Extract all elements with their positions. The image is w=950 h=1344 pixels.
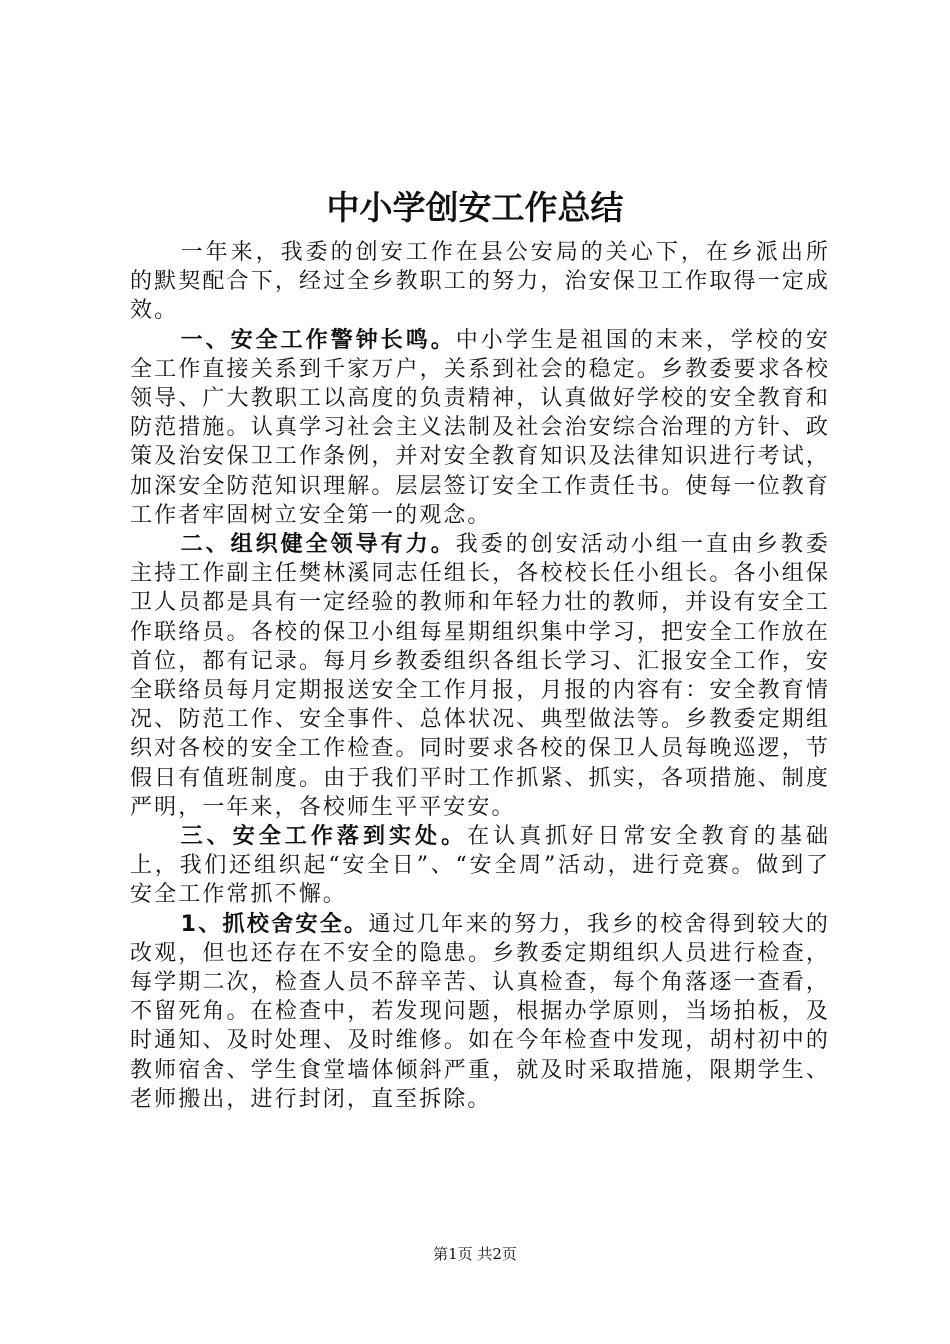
paragraph-text: 通过几年来的努力，我乡的校舍得到较大的改观，但也还存在不安全的隐患。乡教委定期组织人员进行检查，每学期二次，检查人员不辞辛苦、认真检查，每个角落逐一查看，不留死角。在检查中，若发现问题，根据办学原则，当场拍板，及时通知、及时处理、及时维修。如在今年检查中发现，胡村初中的教师宿舍、学生食堂墙体倾斜严重，就及时采取措施，限期学生、老师搬出，进行封闭，直至拆除。 <box>130 911 831 1112</box>
paragraph-intro <box>130 238 830 326</box>
paragraph-text: 在认真抓好日常安全教育的基础上，我们还组织起“安全日”、“安全周”活动，进行竞赛。做到了安全工作常抓不懈。 <box>130 824 830 908</box>
section-heading: 一、安全工作警钟长鸣。 <box>180 327 456 353</box>
paragraph-section-3 <box>130 822 830 910</box>
page-footer: 第1页 共2页 <box>433 1245 517 1263</box>
paragraph-text: 中小学生是祖国的末来，学校的安全工作直接关系到千家万户，关系到社会的稳定。乡教委要求各校领导、广大教职工以高度的负责精神，认真做好学校的安全教育和防范措施。认真学习社会主义法制及社会治安综合治理的方针、政策及治安保卫工作条例，并对安全教育知识及法律知识进行考试，加深安全防范知识理解。层层签订安全工作责任书。使每一位教育工作者牢固树立安全第一的观念。 <box>130 327 830 528</box>
paragraph-subsection-1 <box>130 910 830 1114</box>
document-body <box>130 238 830 1114</box>
section-heading: 1、抓校舍安全。 <box>180 911 369 937</box>
paragraph-section-2 <box>130 530 830 822</box>
section-heading: 三、安全工作落到实处。 <box>180 824 468 850</box>
section-heading: 二、组织健全领导有力。 <box>180 532 456 558</box>
paragraph-text: 我委的创安活动小组一直由乡教委主持工作副主任樊林溪同志任组长，各校校长任小组长。各小组保卫人员都是具有一定经验的教师和年轻力壮的教师，并设有安全工作联络员。各校的保卫小组每星期组织集中学习，把安全工作放在首位，都有记录。每月乡教委组织各组长学习、汇报安全工作，安全联络员每月定期报送安全工作月报，月报的内容有：安全教育情况、防范工作、安全事件、总体状况、典型做法等。乡教委定期组织对各校的安全工作检查。同时要求各校的保卫人员每晚巡逻，节假日有值班制度。由于我们平时工作抓紧、抓实，各项措施、制度严明，一年来，各校师生平平安安。 <box>130 532 830 820</box>
paragraph-section-1 <box>130 326 830 530</box>
paragraph-text: 一年来，我委的创安工作在县公安局的关心下，在乡派出所的默契配合下，经过全乡教职工的努力，治安保卫工作取得一定成效。 <box>130 240 830 324</box>
document-title: 中小学创安工作总结 <box>326 188 624 227</box>
